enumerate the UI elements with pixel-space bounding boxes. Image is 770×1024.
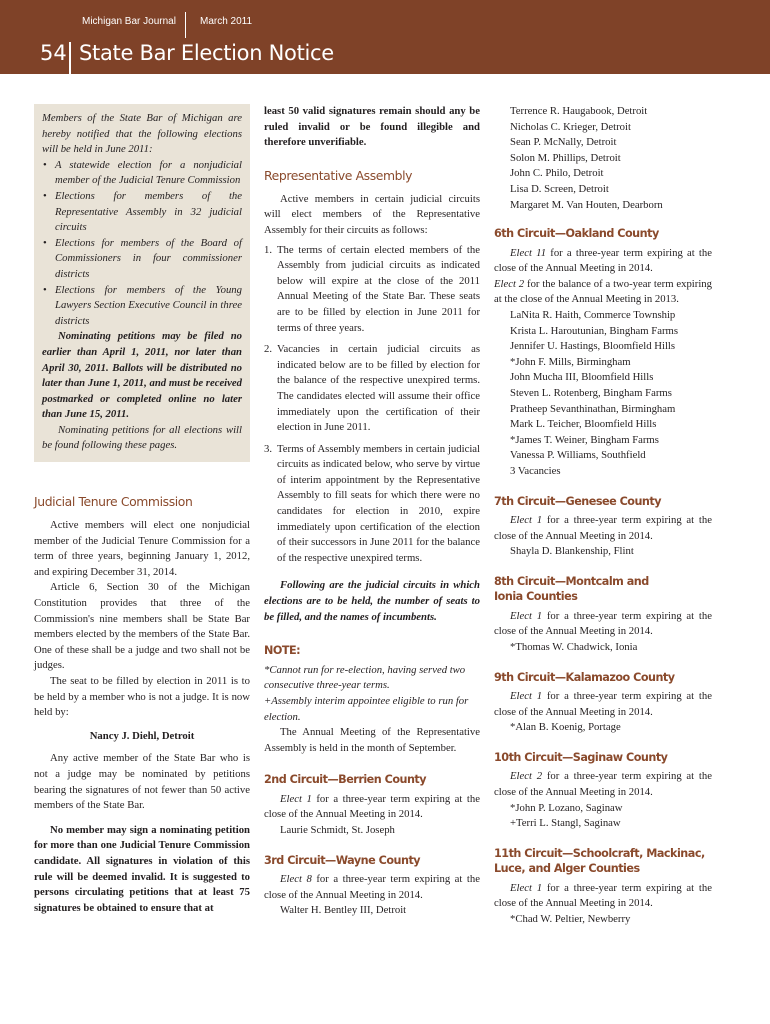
incumbent-name: Jennifer U. Hastings, Bloomfield Hills [510, 340, 676, 353]
incumbent-name: Solon M. Phillips, Detroit [510, 151, 621, 164]
circuit-terms: Elect 8 for a three-year term expiring at the close of the Annual Meeting in 2014. [264, 873, 480, 901]
incumbent-list [494, 544, 712, 560]
incumbent-list [494, 308, 712, 480]
ra-item-number: 3. [264, 442, 273, 455]
incumbent-name: *Chad W. Peltier, Newberry [510, 912, 631, 925]
incumbent-list [494, 801, 712, 832]
circuit-heading: 11th Circuit—Schoolcraft, Mackinac, Luce, and Alger Counties [494, 846, 705, 876]
incumbent-name: LaNita R. Haith, Commerce Township [510, 309, 676, 322]
circuit-terms: Elect 1 for a three-year term expiring at the close of the Annual Meeting in 2014. [494, 690, 712, 718]
incumbent-list [494, 640, 712, 656]
incumbent-name: 3 Vacancies [510, 464, 561, 477]
incumbent-name: Mark L. Teicher, Bloomfield Hills [510, 418, 657, 431]
incumbent-list [264, 903, 480, 919]
ra-term-list [264, 243, 480, 567]
incumbent-name: John Mucha III, Bloomfield Hills [510, 371, 654, 384]
ra-term-item [264, 243, 480, 337]
circuits-intro: Following are the judicial circuits in which elections are to be held, the number of seats to be filled, and the names of incumbents. [264, 579, 480, 623]
circuit-terms: Elect 1 for a three-year term expiring at the close of the Annual Meeting in 2014. [494, 514, 712, 542]
circuit-heading: 10th Circuit—Saginaw County [494, 750, 668, 764]
incumbent-name: *Alan B. Koenig, Portage [510, 721, 621, 734]
jtc-paragraph: The seat to be filled by election in 2011 is to be held by a member who is not a judge. It is now held by: [34, 675, 250, 719]
incumbent-name: Pratheep Sevanthinathan, Birmingham [510, 402, 676, 415]
ra-item-number: 1. [264, 243, 273, 256]
circuit-terms: Elect 1 for a three-year term expiring at the close of the Annual Meeting in 2014. [264, 792, 480, 821]
circuit-heading: 9th Circuit—Kalamazoo County [494, 670, 675, 684]
incumbent-name: Steven L. Rotenberg, Bingham Farms [510, 387, 672, 399]
incumbent-name: Krista L. Haroutunian, Bingham Farms [510, 324, 679, 337]
jtc-paragraph: Any active member of the State Bar who is not a judge may be nominated by petitions bearing the signatures of not fewer than 50 active members of the State Bar. [34, 752, 250, 812]
column-3 [494, 104, 712, 928]
note-heading: NOTE: [264, 644, 301, 658]
ra-term-item [264, 342, 480, 436]
incumbent-name: *James T. Weiner, Bingham Farms [510, 433, 659, 446]
title-divider [69, 42, 71, 74]
incumbent-name: *John F. Mills, Birmingham [510, 355, 631, 368]
election-item: • A statewide election for a nonjudicial member of the Judicial Tenure Commission [42, 158, 242, 189]
incumbent-name: *John P. Lozano, Saginaw [510, 801, 623, 814]
incumbent-name: Margaret M. Van Houten, Dearborn [510, 198, 663, 211]
ra-heading: Representative Assembly [264, 167, 413, 183]
incumbent-name: Vanessa P. Williams, Southfield [510, 449, 646, 462]
note-line: *Cannot run for re-election, having served two consecutive three-year terms. [264, 663, 466, 692]
incumbent-name: Sean P. McNally, Detroit [510, 136, 617, 149]
page-number: 54 [40, 41, 67, 65]
circuit-terms: Elect 11 for a three-year term expiring at the close of the Annual Meeting in 2014. [494, 246, 712, 275]
ra-term-item [264, 442, 480, 567]
incumbent-name: Nicholas C. Krieger, Detroit [510, 120, 631, 133]
incumbent-list [264, 823, 480, 839]
circuit-terms: Elect 1 for a three-year term expiring at the close of the Annual Meeting in 2014. [494, 881, 712, 910]
notice-intro: Members of the State Bar of Michigan are hereby notified that the following elections will be held in June 2011: [42, 112, 242, 156]
incumbent-list [494, 912, 712, 928]
incumbent-name: Laurie Schmidt, St. Joseph [280, 823, 395, 836]
ra-item-text: Terms of Assembly members in certain judicial circuits as indicated below, who serve by virtue of interim appointment by the Representative Assembly to fill seats for which there were no candidates for election in 2010, expire immediately upon certification of the election of their successors in June 2011 for the balance of the respective unexpired terms. [277, 442, 480, 564]
incumbent-name: +Terri L. Stangl, Saginaw [510, 817, 621, 830]
note-line: +Assembly interim appointee eligible to run for election. [264, 694, 469, 723]
jtc-paragraph: Article 6, Section 30 of the Michigan Constitution provides that three of the Commission's nine members shall be State Bar members elected by the members of the State Bar. One of these shall be a judge and two shall not be judges. [34, 581, 250, 672]
ra-item-text: The terms of certain elected members of the Assembly from judicial circuits as indicated below will expire at the close of the 2011 Annual Meeting of the State Bar. These seats are to be filled by election in June 2011 for terms of three years. [277, 243, 480, 334]
notice-closing: Nominating petitions for all elections will be found following these pages. [42, 423, 242, 452]
election-item: • Elections for members of the Representative Assembly in 32 judicial circuits [42, 189, 242, 236]
incumbent-name: *Thomas W. Chadwick, Ionia [510, 641, 638, 654]
jtc-signature-rule: No member may sign a nominating petition for more than one Judicial Tenure Commission candidate. All signatures in violation of this rule will be deemed invalid. It is suggested to persons circulating petitions that at least 75 signatures be obtained to ensure that at [34, 823, 250, 914]
column-2 [264, 104, 480, 919]
circuit-heading: 8th Circuit—Montcalm and Ionia Counties [494, 574, 649, 604]
circuit-heading: 3rd Circuit—Wayne County [264, 853, 421, 867]
incumbent-name: Terrence R. Haugabook, Detroit [510, 105, 648, 117]
annual-meeting-note: The Annual Meeting of the Representative Assembly is held in the month of September. [264, 726, 480, 754]
jtc-signature-rule-cont: least 50 valid signatures remain should any be ruled invalid or be found illegible and therefore unverifiable. [264, 105, 480, 149]
issue-date: March 2011 [200, 16, 253, 27]
election-item: • Elections for members of the Board of Commissioners in four commissioner districts [42, 236, 242, 283]
page-title: State Bar Election Notice [79, 41, 334, 65]
election-notice-box [34, 104, 250, 462]
election-list [42, 158, 242, 330]
circuit-heading: 2nd Circuit—Berrien County [264, 773, 427, 787]
header-separator [185, 12, 186, 38]
ra-intro: Active members in certain judicial circuits will elect members of the Representative Assembly for their circuits as follows: [264, 192, 480, 236]
incumbent-name: John C. Philo, Detroit [510, 167, 604, 180]
circuit-terms: Elect 1 for a three-year term expiring at the close of the Annual Meeting in 2014. [494, 609, 712, 638]
circuit-terms: Elect 2 for a three-year term expiring at the close of the Annual Meeting in 2014. [494, 770, 712, 798]
circuit-heading: 7th Circuit—Genesee County [494, 494, 662, 508]
journal-name: Michigan Bar Journal [82, 16, 176, 27]
incumbent-name: Shayla D. Blankenship, Flint [510, 545, 634, 558]
election-item: • Elections for members of the Young Lawyers Section Executive Council in three districts [42, 283, 242, 330]
incumbent-name: Walter H. Bentley III, Detroit [280, 904, 407, 917]
petition-dates: Nominating petitions may be filed no earlier than April 1, 2011, nor later than April 30, 2011. Ballots will be distributed no later than June 1, 2011, and must be received postmarked or completed online no later than June 15, 2011. [42, 330, 242, 421]
ra-item-text: Vacancies in certain judicial circuits as indicated below are to be filled by election for the balance of the respective unexpired terms. The candidates elected will assume their office immediately upon the certification of their election in June 2011. [277, 343, 480, 434]
circuit-terms: Elect 2 for the balance of a two-year term expiring at the close of the Annual Meeting in 2013. [494, 277, 712, 306]
circuit-heading: 6th Circuit—Oakland County [494, 227, 659, 241]
incumbent-list [494, 720, 712, 736]
column-1 [34, 104, 250, 916]
ra-item-number: 2. [264, 343, 273, 356]
jtc-paragraph: Active members will elect one nonjudicial member of the Judicial Tenure Commission for a term of three years, beginning January 1, 2012, and expiring December 31, 2014. [34, 519, 250, 578]
incumbent-name: Lisa D. Screen, Detroit [510, 182, 609, 195]
jtc-heading: Judicial Tenure Commission [34, 494, 193, 510]
incumbent-list [494, 104, 712, 213]
jtc-seat-holder: Nancy J. Diehl, Detroit [89, 729, 195, 742]
page-header [0, 0, 770, 74]
